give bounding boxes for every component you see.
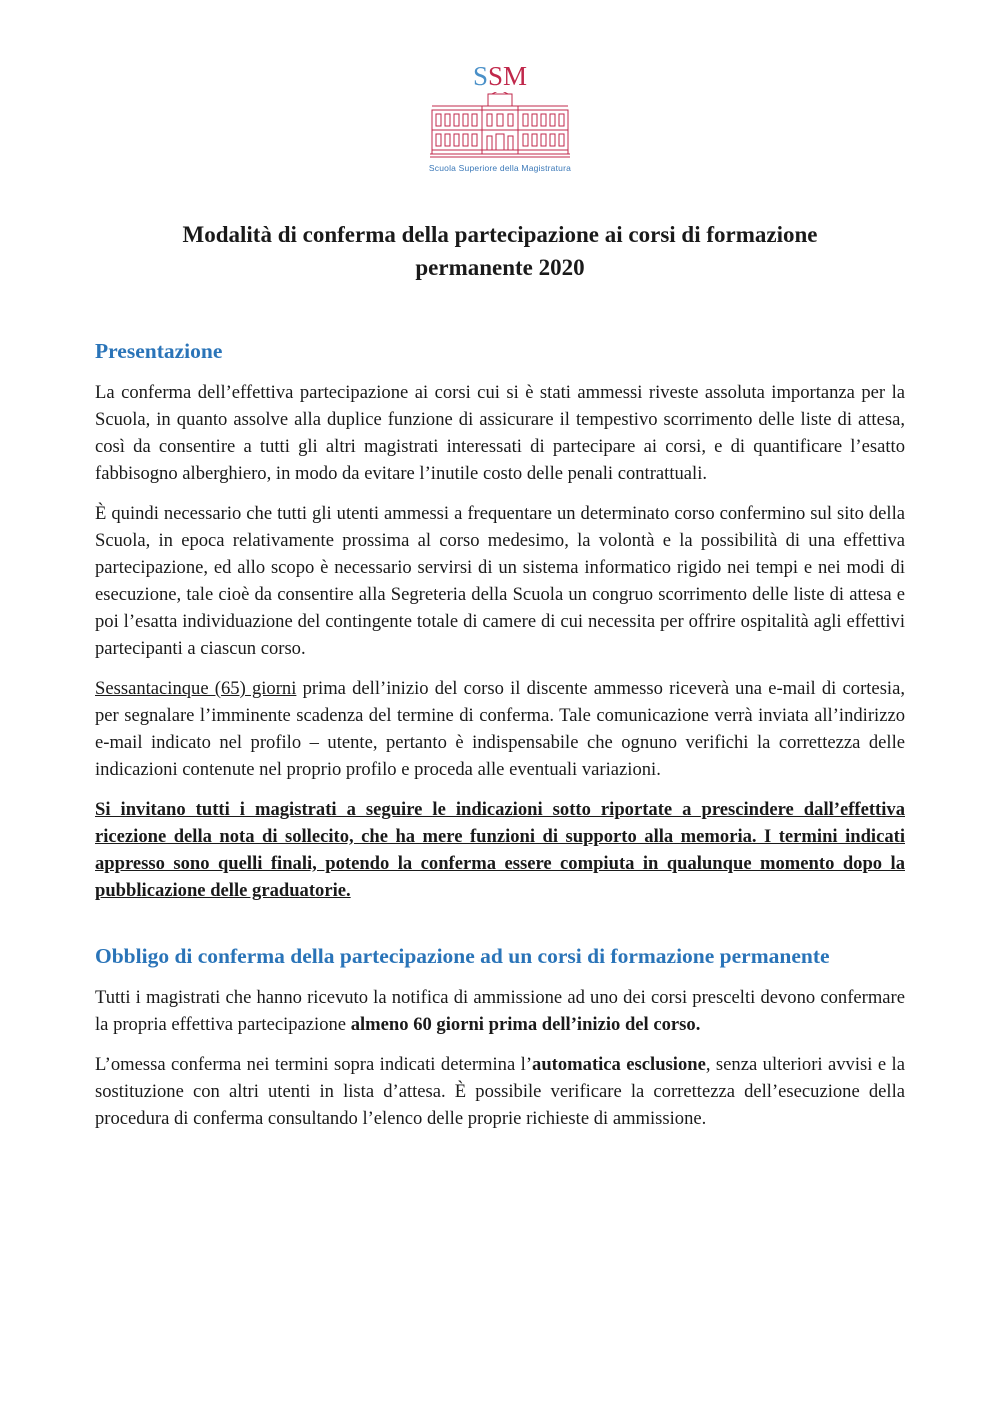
- paragraph-5-start: Tutti i magistrati che hanno ricevuto la notifica di ammissione ad uno dei corsi prescelti devono confermare la propria effettiva partecipazione: [95, 987, 905, 1035]
- paragraph-4-notice: Si invitano tutti i magistrati a seguire le indicazioni sotto riportate a prescindere dall’effettiva ricezione della nota di sollecito, che ha mere funzioni di supporto alla memoria. I termini indicati appresso sono quelli finali, potendo la conferma essere compiuta in qualunque momento dopo la pubblicazione delle graduatorie.: [95, 799, 905, 901]
- paragraph-5-bold: almeno 60 giorni prima dell’inizio del corso.: [350, 1014, 701, 1035]
- paragraph-3: [95, 675, 905, 783]
- paragraph-5: [95, 984, 905, 1038]
- logo-mark-rest: SM: [488, 61, 528, 91]
- paragraph-3-lead: Sessantacinque (65) giorni: [95, 678, 297, 699]
- paragraph-3-rest: prima dell’inizio del corso il discente ammesso riceverà una e-mail di cortesia, per segnalare l’imminente scadenza del termine di conferma. Tale comunicazione verrà inviata all’indirizzo e-mail indicato nel profilo – utente, pertanto è indispensabile che ognuno verifichi la correttezza delle indicazioni contenute nel proprio profilo e proceda alle eventuali variazioni.: [95, 678, 905, 780]
- ssm-logo: [400, 62, 600, 180]
- section-heading-presentazione: Presentazione: [95, 339, 223, 363]
- palace-building-icon: [430, 92, 570, 160]
- logo-wordmark: [400, 62, 600, 90]
- section-presentazione: [95, 337, 905, 904]
- paragraph-1: La conferma dell’effettiva partecipazione ai corsi cui si è stati ammessi riveste assoluta importanza per la Scuola, in quanto assolve alla duplice funzione di assicurare il tempestivo scorrimento delle liste di attesa, così da consentire a tutti gli altri magistrati interessati di partecipare ai corsi, e di quantificare l’esatto fabbisogno alberghiero, in modo da evitare l’inutile costo delle penali contrattuali.: [95, 382, 905, 484]
- paragraph-6: [95, 1051, 905, 1132]
- document-body: [95, 337, 905, 1145]
- section-heading-obbligo: Obbligo di conferma della partecipazione ad un corsi di formazione permanente: [95, 944, 830, 968]
- page-title-line-2: permanente 2020: [415, 255, 585, 280]
- paragraph-6-end: , senza ulteriori avvisi e la sostituzione con altri utenti in lista d’attesa. È possibile verificare la correttezza dell’esecuzione della procedura di conferma consultando l’elenco delle proprie richieste di ammissione.: [95, 1054, 905, 1129]
- paragraph-2: È quindi necessario che tutti gli utenti ammessi a frequentare un determinato corso confermino sul sito della Scuola, in epoca relativamente prossima al corso medesimo, la volontà e la possibilità di una effettiva partecipazione, ed allo scopo è necessario servirsi di un sistema informatico rigido nei tempi e nei modi di esecuzione, tale cioè da consentire alla Segreteria della Scuola un congruo scorrimento delle liste di attesa e poi l’esatta individuazione del contingente totale di camere di cui necessita per offrire ospitalità agli effettivi partecipanti a ciascun corso.: [95, 503, 905, 659]
- logo-mark-first: S: [472, 61, 488, 91]
- logo-subtitle: Scuola Superiore della Magistratura: [428, 163, 572, 173]
- page-title-line-1: Modalità di conferma della partecipazione ai corsi di formazione: [182, 222, 818, 247]
- paragraph-6-start: L’omessa conferma nei termini sopra indicati determina l’: [95, 1054, 533, 1075]
- page-title: [120, 218, 880, 284]
- section-obbligo: [95, 942, 905, 1132]
- paragraph-6-bold: automatica esclusione: [532, 1054, 706, 1075]
